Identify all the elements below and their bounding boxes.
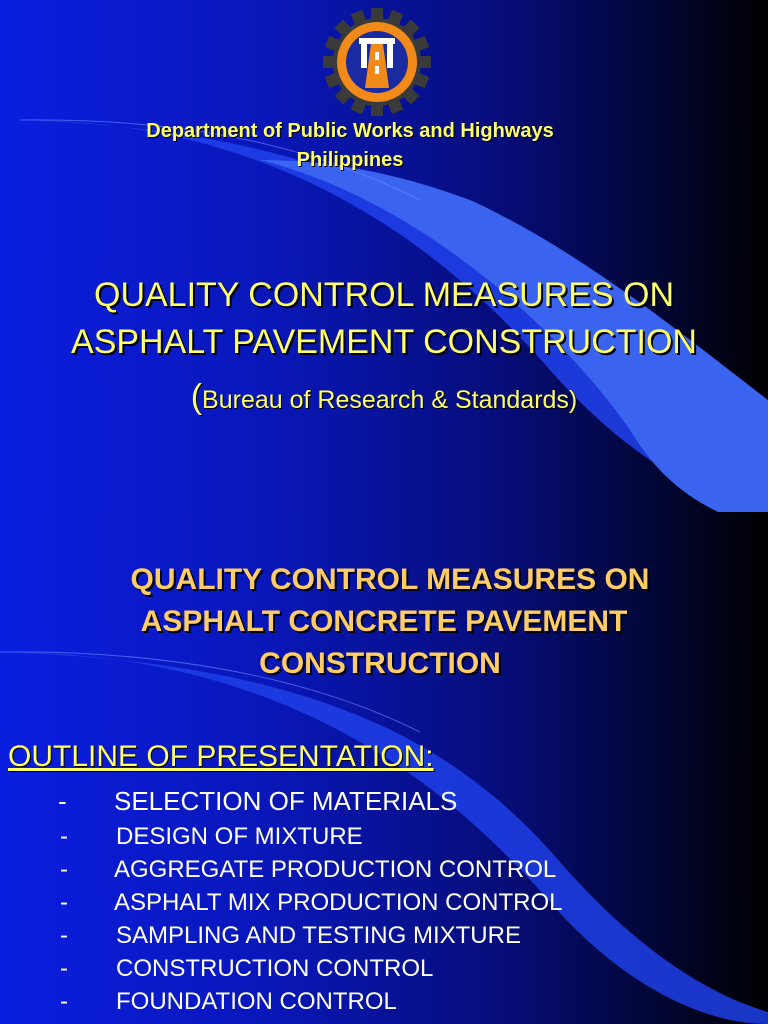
list-item-text: SAMPLING AND TESTING MIXTURE bbox=[116, 922, 521, 949]
list-item-text: AGGREGATE PRODUCTION CONTROL bbox=[114, 856, 557, 883]
list-dash: - bbox=[60, 988, 68, 1015]
outline-title-line3: CONSTRUCTION bbox=[259, 647, 501, 680]
outline-title-line1: QUALITY CONTROL MEASURES ON bbox=[130, 563, 650, 596]
list-dash: - bbox=[60, 955, 68, 982]
slide-title-line2: ASPHALT PAVEMENT CONSTRUCTION bbox=[71, 323, 697, 361]
list-dash: - bbox=[58, 786, 67, 816]
outline-heading: OUTLINE OF PRESENTATION: bbox=[8, 740, 434, 773]
list-dash: - bbox=[60, 922, 68, 949]
dpwh-gear-seal-icon bbox=[323, 8, 431, 116]
list-item-text: CONSTRUCTION CONTROL bbox=[116, 955, 434, 982]
outline-title-line2: ASPHALT CONCRETE PAVEMENT bbox=[140, 605, 628, 638]
slide-title-line1: QUALITY CONTROL MEASURES ON bbox=[94, 276, 674, 314]
bureau-subtitle bbox=[0, 378, 768, 417]
list-item-text: ASPHALT MIX PRODUCTION CONTROL bbox=[114, 889, 563, 916]
department-name: Department of Public Works and Highways bbox=[146, 120, 554, 142]
list-dash: - bbox=[60, 823, 68, 850]
list-item-text: FOUNDATION CONTROL bbox=[116, 988, 397, 1015]
list-item-text: SELECTION OF MATERIALS bbox=[114, 786, 458, 816]
list-item-text: DESIGN OF MIXTURE bbox=[116, 823, 363, 850]
bureau-text: Bureau of Research & Standards) bbox=[202, 386, 578, 414]
bureau-open-paren: ( bbox=[190, 378, 203, 416]
department-country: Philippines bbox=[296, 149, 404, 171]
list-dash: - bbox=[60, 856, 68, 883]
list-dash: - bbox=[60, 889, 68, 916]
